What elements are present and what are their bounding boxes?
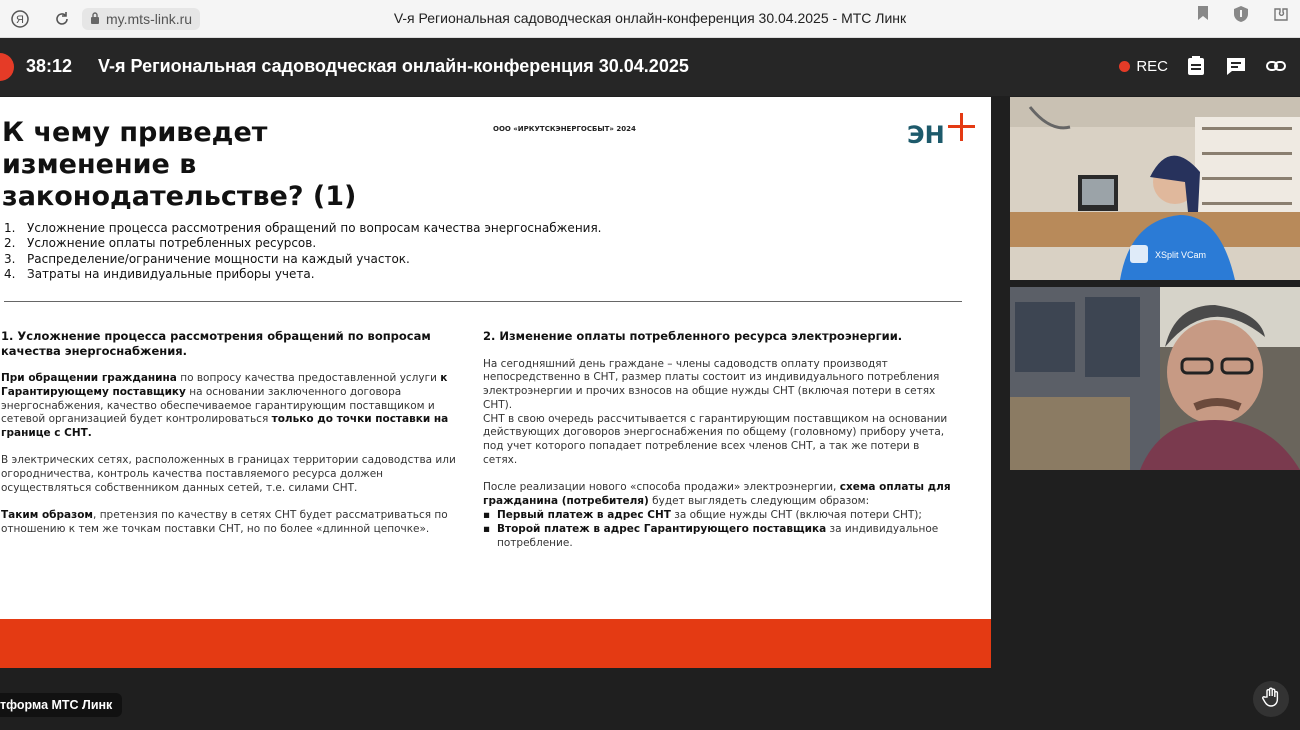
chat-icon[interactable] bbox=[1224, 54, 1248, 78]
column-quality bbox=[1, 329, 461, 550]
paragraph: После реализации нового «способа продажи» электроэнергии, схема оплаты для гражданина (потребителя) будет выглядеть следующим образом: bbox=[483, 481, 951, 508]
lock-icon bbox=[90, 11, 100, 27]
participant-video-1[interactable] bbox=[1010, 97, 1300, 280]
paragraph: На сегодняшний день граждане – члены садоводств оплату производят непосредственно в СНТ, размер платы состоит из индивидуального потребления электроэнергии и прочих взносов на общие нужды СНТ (включая потери в сетях СНТ). bbox=[483, 357, 940, 411]
column-heading: 2. Изменение оплаты потребленного ресурса электроэнергии. bbox=[483, 329, 903, 343]
payment-bullets bbox=[483, 509, 953, 550]
key-points-list bbox=[4, 221, 704, 282]
bookmark-icon[interactable] bbox=[1196, 5, 1210, 27]
paragraph: Таким образом, претензия по качеству в сетях СНТ будет рассматриваться по отношению к тем же точкам поставки СНТ, но по более «длинной цепочке». bbox=[1, 509, 448, 536]
list-item: 4. Затраты на индивидуальные приборы учета. bbox=[4, 266, 315, 281]
browser-toolbar bbox=[0, 0, 1300, 38]
rec-dot-icon bbox=[1119, 61, 1130, 72]
list-item: ▪ Первый платеж в адрес СНТ за общие нужды СНТ (включая потери СНТ); bbox=[483, 508, 922, 521]
link-icon[interactable] bbox=[1264, 54, 1288, 78]
column-heading: 1. Усложнение процесса рассмотрения обращений по вопросам качества энергоснабжения. bbox=[1, 329, 431, 358]
extensions-icon[interactable] bbox=[1272, 5, 1290, 27]
slide-footer-band bbox=[0, 619, 991, 668]
rec-label: REC bbox=[1136, 57, 1168, 75]
address-bar[interactable] bbox=[82, 8, 200, 30]
paragraph: При обращении гражданина по вопросу качества предоставленной услуги к Гарантирующему поставщику на основании заключенного договора энергоснабжения, качество обеспечиваемое гарантирующим поставщиком и сетевой организацией будет контролироваться только до точки поставки на границе с СНТ. bbox=[1, 372, 449, 440]
participant-video-2[interactable] bbox=[1010, 287, 1300, 470]
svg-text:Я: Я bbox=[16, 13, 24, 26]
company-logo bbox=[907, 111, 977, 147]
reload-icon[interactable] bbox=[48, 5, 76, 33]
presentation-slide bbox=[0, 97, 991, 668]
conference-title: V-я Региональная садоводческая онлайн-конференция 30.04.2025 bbox=[98, 56, 689, 76]
logo-text: ЭН bbox=[907, 121, 945, 147]
slide-title: К чему приведет изменение в законодательстве? (1) bbox=[2, 117, 357, 212]
webinar-header bbox=[0, 38, 1300, 96]
session-timer: 38:12 bbox=[26, 56, 73, 76]
hand-icon bbox=[1260, 686, 1282, 712]
url-text: my.mts-link.ru bbox=[106, 10, 193, 27]
record-indicator-icon bbox=[0, 53, 14, 81]
agenda-icon[interactable] bbox=[1184, 54, 1208, 78]
company-caption: ООО «ИРКУТСКЭНЕРГОСБЫТ» 2024 bbox=[493, 125, 636, 133]
list-item: ▪ Второй платеж в адрес Гарантирующего поставщика за индивидуальное потребление. bbox=[483, 522, 939, 549]
list-item: 1. Усложнение процесса рассмотрения обращений по вопросам качества энергоснабжения. bbox=[4, 221, 602, 235]
raise-hand-button[interactable] bbox=[1253, 681, 1289, 717]
paragraph: В электрических сетях, расположенных в границах территории садоводства или огородничества, контроль качества поставляемого ресурса должен осуществляться собственником данных сетей, т.е. силами СНТ. bbox=[1, 454, 456, 495]
vcam-overlay-text: XSplit VCam bbox=[1155, 250, 1207, 260]
yandex-icon[interactable] bbox=[6, 5, 34, 33]
paragraph: СНТ в свою очередь рассчитывается с гарантирующим поставщиком на основании действующих договоров энергоснабжения по общему (головному) прибору учета, под учет которого попадает потребление всех членов СНТ, а так же потери в сетях. bbox=[483, 412, 948, 467]
browser-page-title: V-я Региональная садоводческая онлайн-конференция 30.04.2025 - МТС Линк bbox=[393, 10, 907, 26]
rec-status[interactable] bbox=[1119, 58, 1168, 75]
slide-divider bbox=[4, 301, 962, 302]
list-item: 3. Распределение/ограничение мощности на каждый участок. bbox=[4, 251, 410, 266]
platform-label: тформа МТС Линк bbox=[0, 693, 122, 717]
column-payment bbox=[483, 329, 953, 550]
shield-icon[interactable] bbox=[1232, 5, 1250, 27]
list-item: 2. Усложнение оплаты потребленных ресурсов. bbox=[4, 236, 317, 251]
bullet-icon: ▪ bbox=[483, 508, 491, 521]
bullet-icon: ▪ bbox=[483, 522, 491, 535]
